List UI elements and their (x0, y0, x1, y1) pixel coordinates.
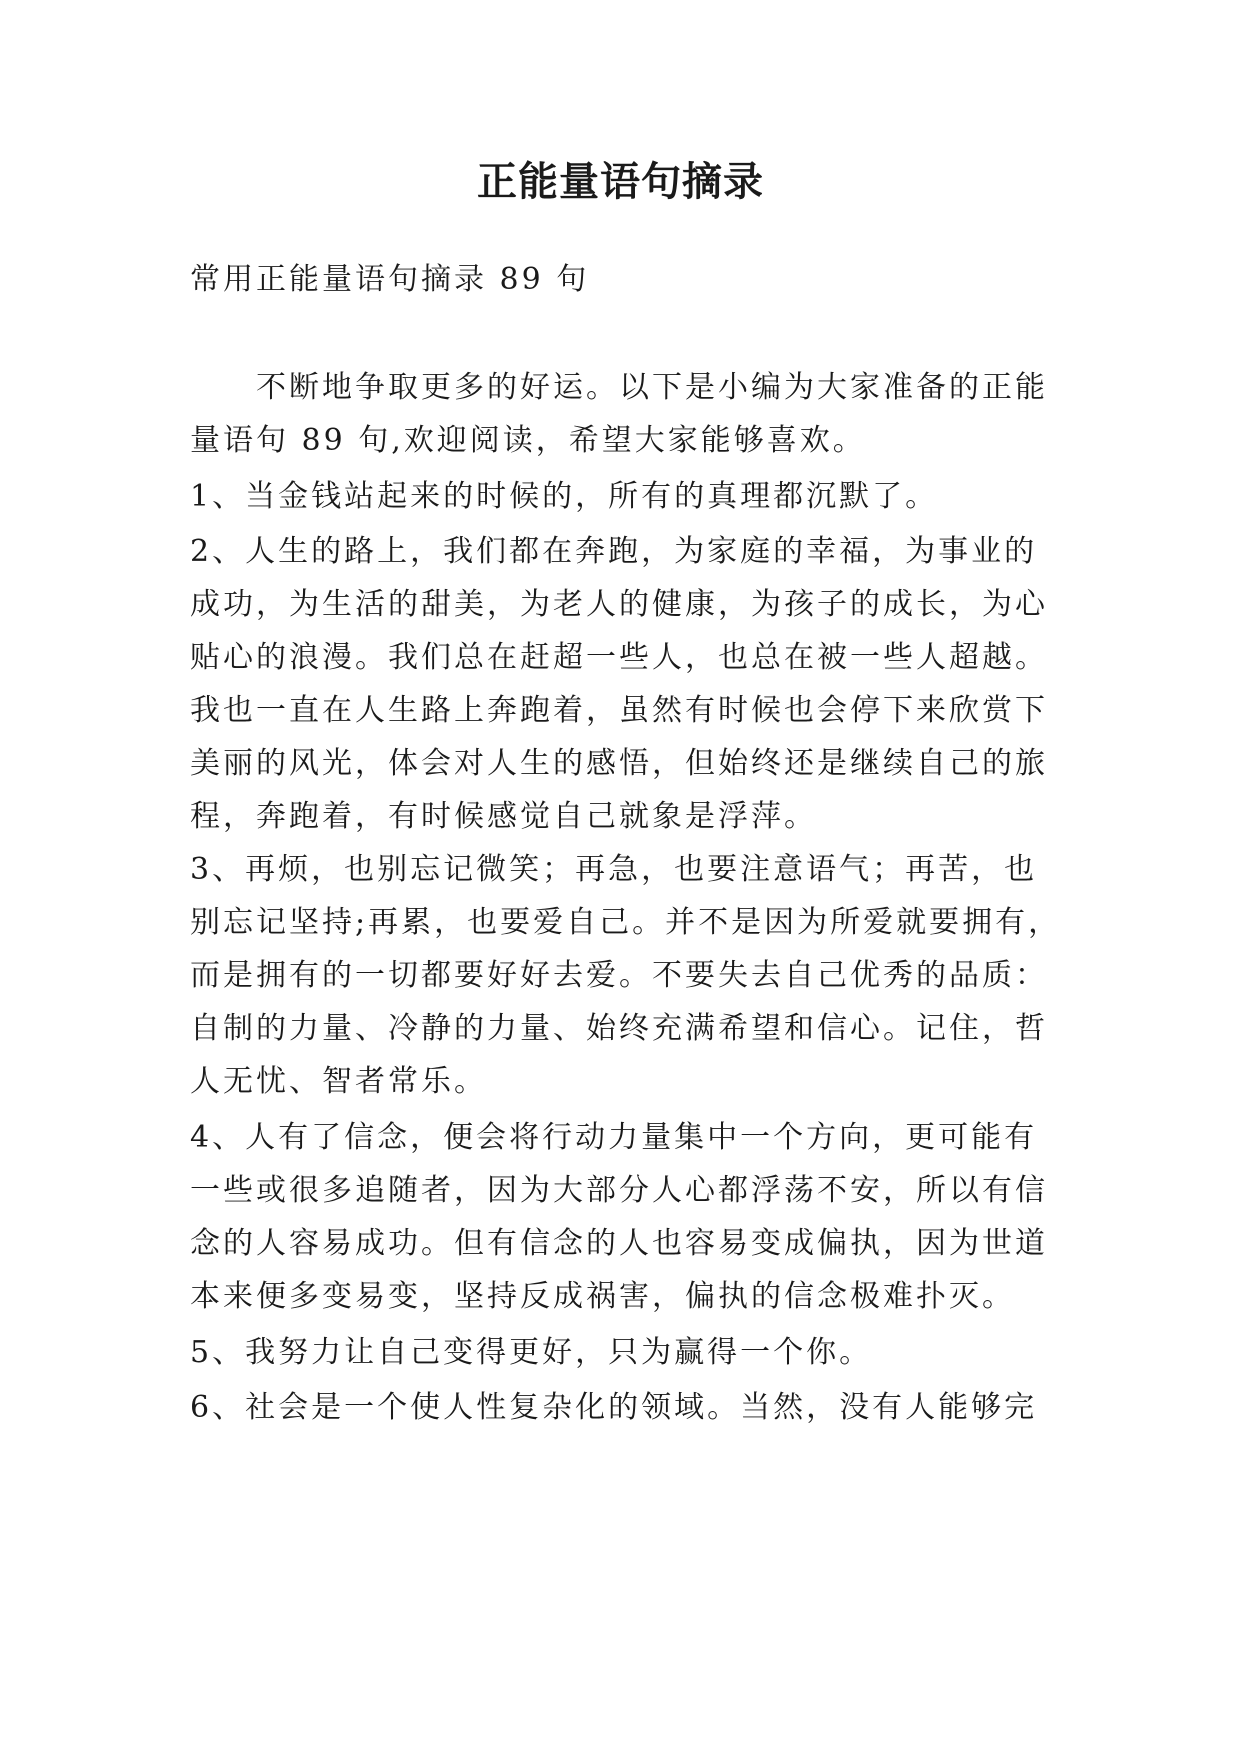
body-line: 4、人有了信念，便会将行动力量集中一个方向，更可能有 (190, 1120, 1038, 1155)
body-line: 量语句 89 句,欢迎阅读，希望大家能够喜欢。 (190, 423, 866, 458)
body-line: 别忘记坚持;再累，也要爱自己。并不是因为所爱就要拥有， (190, 905, 1062, 940)
body-line: 成功，为生活的甜美，为老人的健康，为孩子的成长，为心 (190, 587, 1048, 622)
body-line: 念的人容易成功。但有信念的人也容易变成偏执，因为世道 (190, 1226, 1048, 1261)
body-line: 1、当金钱站起来的时候的，所有的真理都沉默了。 (190, 479, 939, 514)
body-line: 程，奔跑着，有时候感觉自己就象是浮萍。 (190, 799, 817, 834)
body-line: 本来便多变易变，坚持反成祸害，偏执的信念极难扑灭。 (190, 1279, 1015, 1314)
body-line: 3、再烦，也别忘记微笑；再急，也要注意语气；再苦，也 (190, 852, 1038, 887)
body-line: 5、我努力让自己变得更好，只为赢得一个你。 (190, 1335, 873, 1370)
body-line: 6、社会是一个使人性复杂化的领域。当然，没有人能够完 (190, 1390, 1038, 1425)
body-line: 我也一直在人生路上奔跑着，虽然有时候也会停下来欣赏下 (190, 693, 1048, 728)
body-line: 不断地争取更多的好运。以下是小编为大家准备的正能 (190, 370, 1048, 405)
document-title: 正能量语句摘录 (477, 158, 764, 205)
body-line: 贴心的浪漫。我们总在赶超一些人，也总在被一些人超越。 (190, 640, 1048, 675)
body-line: 自制的力量、冷静的力量、始终充满希望和信心。记住，哲 (190, 1011, 1048, 1046)
body-line: 而是拥有的一切都要好好去爱。不要失去自己优秀的品质： (190, 958, 1048, 993)
body-line: 2、人生的路上，我们都在奔跑，为家庭的幸福，为事业的 (190, 534, 1038, 569)
body-line: 人无忧、智者常乐。 (190, 1064, 487, 1099)
body-line: 一些或很多追随者，因为大部分人心都浮荡不安，所以有信 (190, 1173, 1048, 1208)
subtitle-line: 常用正能量语句摘录 89 句 (190, 262, 590, 297)
body-line: 美丽的风光，体会对人生的感悟，但始终还是继续自己的旅 (190, 746, 1048, 781)
